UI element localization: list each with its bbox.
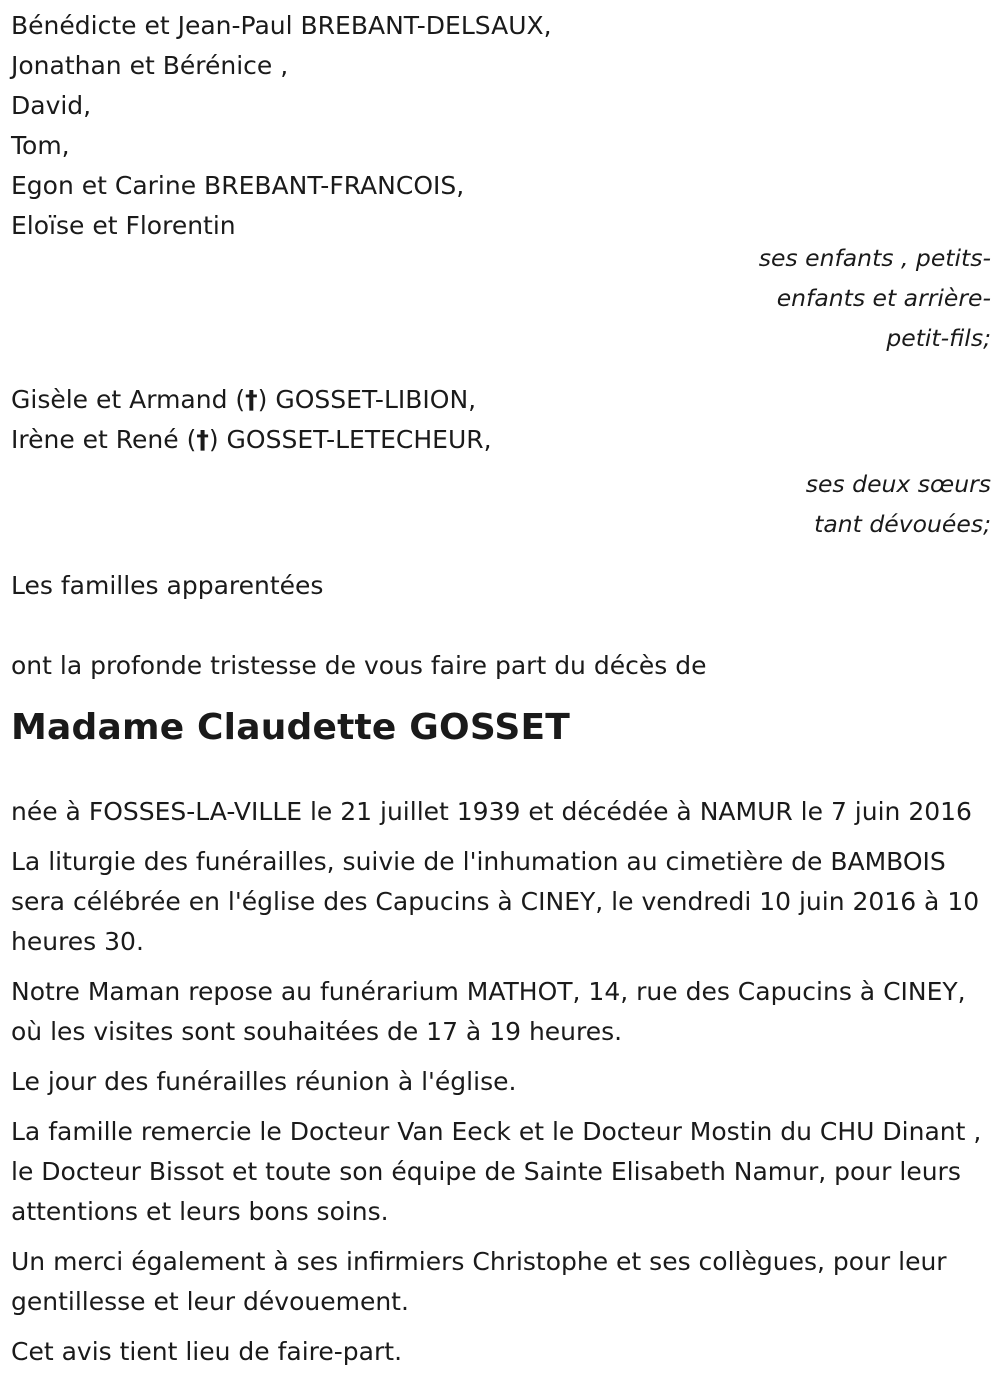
sisters-list: [11, 380, 991, 460]
role-line: enfants et arrière-: [776, 284, 991, 312]
funerarium-paragraph: Notre Maman repose au funérarium MATHOT, 14, rue des Capucins à CINEY, où les visites sont souhaitées de 17 à 19 heures.: [11, 977, 966, 1046]
sister-line: Gisèle et Armand (†) GOSSET-LIBION,: [11, 385, 477, 414]
family-line: Egon et Carine BREBANT-FRANCOIS,: [11, 171, 465, 200]
children-role: [11, 238, 991, 358]
obituary-notice: [11, 6, 991, 1382]
liturgy-paragraph: La liturgie des funérailles, suivie de l'inhumation au cimetière de BAMBOIS sera célébrée en l'église des Capucins à CINEY, le vendredi 10 juin 2016 à 10 heures 30.: [11, 847, 980, 956]
family-line: Eloïse et Florentin: [11, 211, 236, 240]
thanks-doctors-paragraph: La famille remercie le Docteur Van Eeck et le Docteur Mostin du CHU Dinant , le Docteur Bissot et toute son équipe de Sainte Elisabeth Namur, pour leurs attentions et leurs bons soins.: [11, 1117, 982, 1226]
family-line: David,: [11, 91, 92, 120]
cross-icon: †: [196, 425, 209, 454]
announcement: ont la profonde tristesse de vous faire part du décès de: [11, 651, 707, 680]
role-line: petit-fils;: [886, 324, 991, 352]
birth-death-paragraph: née à FOSSES-LA-VILLE le 21 juillet 1939 et décédée à NAMUR le 7 juin 2016: [11, 797, 972, 826]
thanks-nurses-paragraph: Un merci également à ses infirmiers Christophe et ses collègues, pour leur gentillesse et leur dévouement.: [11, 1247, 947, 1316]
deceased-name: Madame Claudette GOSSET: [11, 707, 571, 748]
details: [11, 792, 991, 1372]
cross-icon: †: [245, 385, 258, 414]
children-list: [11, 6, 991, 246]
family-line: Tom,: [11, 131, 70, 160]
family-line: Bénédicte et Jean-Paul BREBANT-DELSAUX,: [11, 11, 552, 40]
role-line: ses enfants , petits-: [758, 244, 991, 272]
family-line: Jonathan et Bérénice ,: [11, 51, 289, 80]
role-line: tant dévouées;: [814, 510, 991, 538]
related-families: Les familles apparentées: [11, 571, 324, 600]
closing-paragraph: Cet avis tient lieu de faire-part.: [11, 1337, 403, 1366]
role-line: ses deux sœurs: [805, 470, 991, 498]
sister-line: Irène et René (†) GOSSET-LETECHEUR,: [11, 425, 492, 454]
sisters-role: [11, 464, 991, 544]
meeting-paragraph: Le jour des funérailles réunion à l'église.: [11, 1067, 517, 1096]
